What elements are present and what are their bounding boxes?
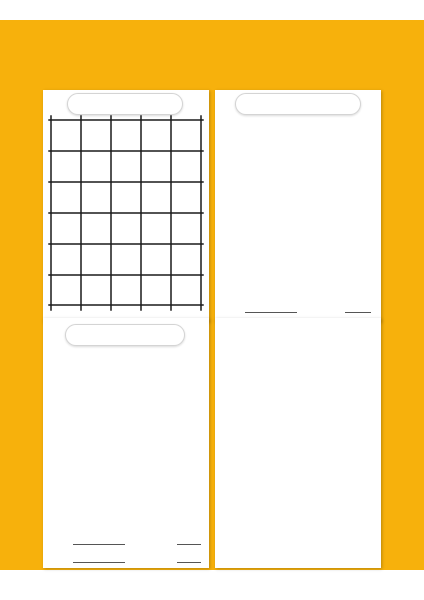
sos-game-card [43, 90, 209, 322]
sos-grid [43, 90, 209, 322]
dots-and-boxes-card [215, 90, 381, 322]
bagamak-stones-card [43, 318, 209, 568]
answer-table [215, 318, 381, 568]
name-city-game-card [215, 318, 381, 568]
dots-grid [215, 90, 381, 322]
product-poster [0, 20, 424, 570]
bagamak-dot-board [43, 318, 209, 568]
